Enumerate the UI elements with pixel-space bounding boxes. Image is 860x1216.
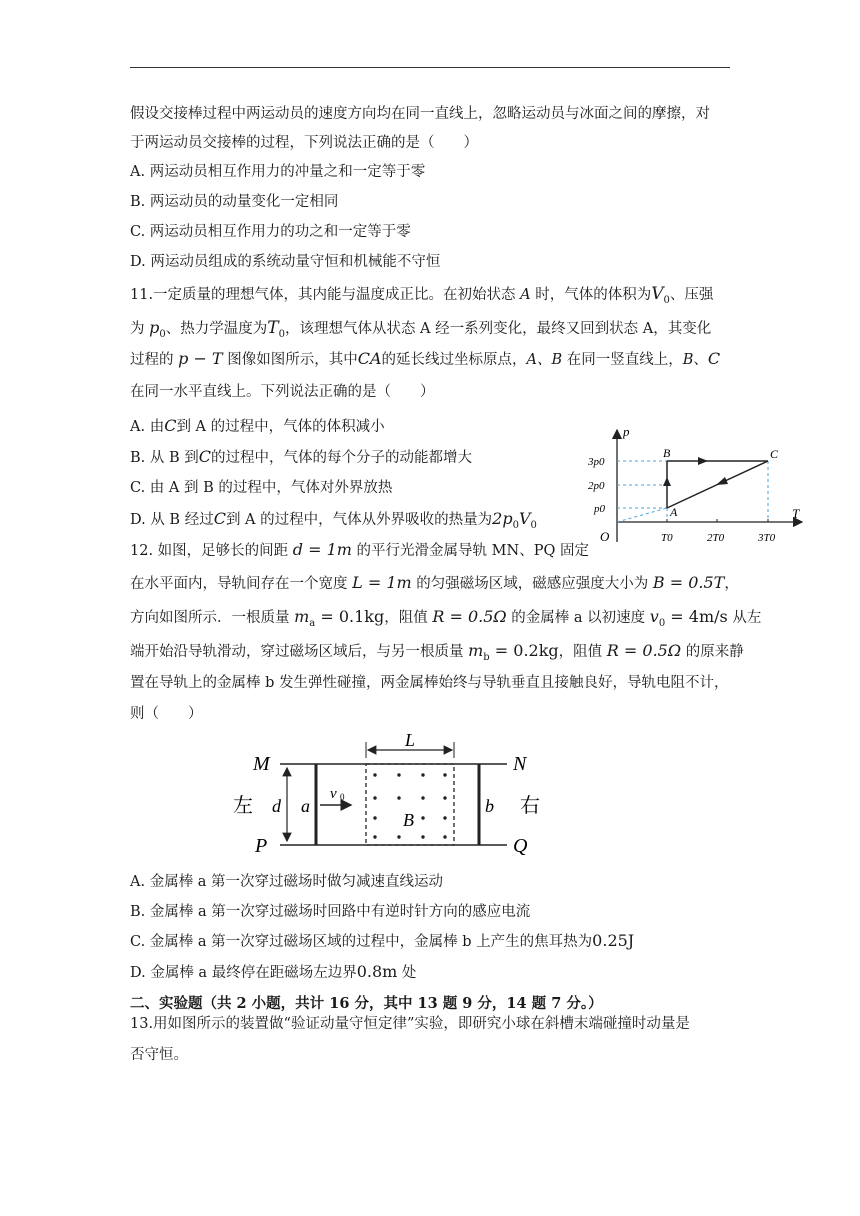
- section-2-title: 二、实验题（共 2 小题，共计 16 分，其中 13 题 9 分，14 题 7 分。）: [130, 995, 603, 1012]
- p-axis-label: p: [623, 424, 630, 439]
- q12-line-6: 则（ ）: [130, 706, 203, 722]
- q12-line-2: 在水平面内，导轨间存在一个宽度 L = 1m 的匀强磁场区域，磁感应强度大小为 B = 0.5T，: [130, 573, 739, 592]
- q10-option-b: B. 两运动员的动量变化一定相同: [130, 194, 339, 210]
- y-tick-3p0: 3p0: [588, 456, 605, 468]
- label-l: L: [405, 730, 416, 750]
- q11-option-b: B. 从 B 到C的过程中，气体的每个分子的动能都增大: [130, 447, 472, 466]
- q10-option-d: D. 两运动员组成的系统动量守恒和机械能不守恒: [130, 254, 441, 270]
- q12-line-4: 端开始沿导轨滑动，穿过磁场区域后，与另一根质量 $m_b = 0.2kg$，阻值 R = 0.5Ω 的原来静: [130, 641, 744, 663]
- pt-graph: [580, 420, 810, 555]
- t-axis-label: T: [792, 506, 800, 521]
- point-a-label: A: [670, 505, 678, 519]
- svg-text:0: 0: [340, 792, 345, 802]
- q10-line-2: 于两运动员交接棒的过程，下列说法正确的是（ ）: [130, 135, 478, 151]
- q12-option-d: D. 金属棒 a 最终停在距磁场左边界0.8m 处: [130, 962, 417, 981]
- rail-diagram: [225, 728, 555, 868]
- label-a: a: [301, 796, 310, 816]
- label-b-field: B: [403, 810, 414, 830]
- label-b-rod: b: [485, 796, 494, 816]
- label-p: P: [255, 835, 268, 857]
- x-tick-2t0: 2T0: [707, 532, 725, 544]
- q11-line-3: 过程的 p − T 图像如图所示，其中CA的延长线过坐标原点，A、B 在同一竖直线上，B、C: [130, 349, 721, 368]
- q12-line-5: 置在导轨上的金属棒 b 发生弹性碰撞，两金属棒始终与导轨垂直且接触良好，导轨电阻不计，: [130, 675, 729, 691]
- label-m: M: [253, 753, 270, 775]
- q11-option-c: C. 由 A 到 B 的过程中，气体对外界放热: [130, 480, 393, 496]
- q13-line-1: 13.用如图所示的装置做“验证动量守恒定律”实验，即研究小球在斜槽末端碰撞时动量是: [130, 1016, 690, 1032]
- q12-line-1: 12. 如图，足够长的间距 d = 1m 的平行光滑金属导轨 MN、PQ 固定: [130, 540, 589, 559]
- origin-label: O: [600, 529, 610, 544]
- label-n: N: [513, 753, 527, 775]
- q13-line-2: 否守恒。: [130, 1047, 188, 1063]
- y-tick-2p0: 2p0: [588, 480, 605, 492]
- label-right: 右: [520, 795, 540, 817]
- label-q: Q: [513, 835, 528, 857]
- q10-option-c: C. 两运动员相互作用力的功之和一定等于零: [130, 224, 411, 240]
- header-rule: [130, 67, 730, 68]
- magnetic-field-region: [366, 764, 454, 845]
- x-tick-t0: T0: [661, 532, 673, 544]
- q11-line-4: 在同一水平直线上。下列说法正确的是（ ）: [130, 384, 435, 400]
- x-tick-3t0: 3T0: [758, 532, 776, 544]
- point-b-label: B: [663, 446, 671, 460]
- label-left: 左: [233, 795, 253, 817]
- point-c-label: C: [770, 447, 779, 461]
- q11-line-2: 为 $p_0$、热力学温度为$T_0$，该理想气体从状态 A 经一系列变化，最终又回到状态 A，其变化: [130, 318, 712, 340]
- label-v0: v: [330, 786, 337, 802]
- y-tick-p0: p0: [594, 503, 605, 515]
- q12-option-c: C. 金属棒 a 第一次穿过磁场区域的过程中，金属棒 b 上产生的焦耳热为0.25J: [130, 931, 635, 950]
- label-d: d: [272, 796, 281, 816]
- q12-line-3: 方向如图所示．一根质量 $m_a = 0.1kg$，阻值 R = 0.5Ω 的金属棒 a 以初速度 $v_0 = 4m/s$ 从左: [130, 607, 762, 629]
- q12-option-b: B. 金属棒 a 第一次穿过磁场时回路中有逆时针方向的感应电流: [130, 904, 531, 920]
- q10-line-1: 假设交接棒过程中两运动员的速度方向均在同一直线上，忽略运动员与冰面之间的摩擦，对: [130, 106, 710, 122]
- q11-option-a: A. 由C到 A 的过程中，气体的体积减小: [130, 416, 385, 435]
- q10-option-a: A. 两运动员相互作用力的冲量之和一定等于零: [130, 164, 426, 180]
- q11-option-d: D. 从 B 经过C到 A 的过程中，气体从外界吸收的热量为$2p_0V_0$: [130, 509, 537, 531]
- q12-option-a: A. 金属棒 a 第一次穿过磁场时做匀减速直线运动: [130, 874, 444, 890]
- q11-line-1: 11.一定质量的理想气体，其内能与温度成正比。在初始状态 A 时，气体的体积为$V_0$、压强: [130, 284, 714, 306]
